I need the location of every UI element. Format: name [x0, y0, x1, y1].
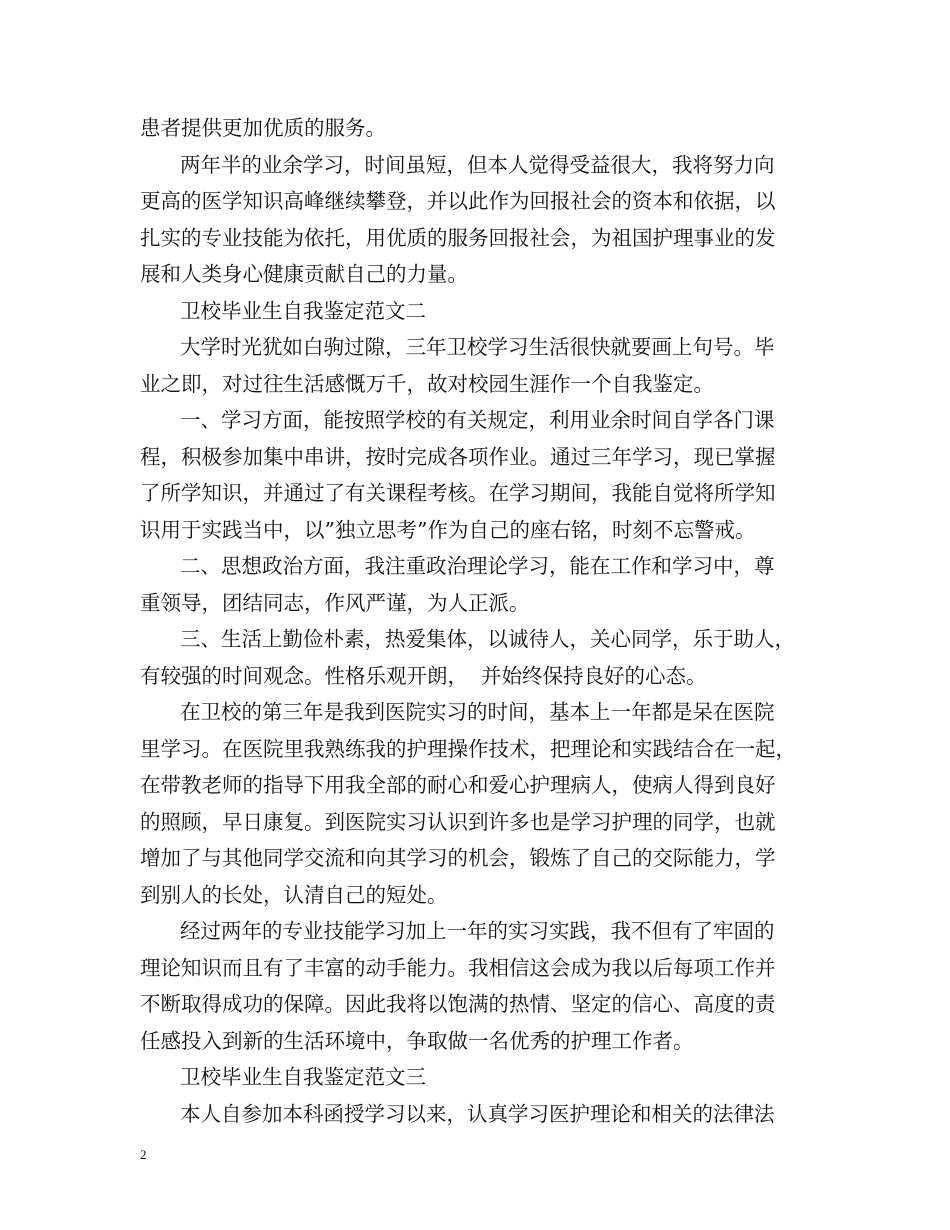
text-line: 大学时光犹如白驹过隙，三年卫校学习生活很快就要画上句号。毕 — [180, 335, 775, 359]
text-line: 展和人类身心健康贡献自己的力量。 — [140, 262, 468, 286]
section-heading: 卫校毕业生自我鉴定范文三 — [180, 1065, 426, 1089]
text-line: 有较强的时间观念。性格乐观开朗， 并始终保持良好的心态。 — [140, 664, 707, 688]
text-line: 二、思想政治方面，我注重政治理论学习，能在工作和学习中，尊 — [180, 554, 775, 578]
text-line: 更高的医学知识高峰继续攀登，并以此作为回报社会的资本和依据，以 — [140, 189, 776, 213]
text-line: 三、生活上勤俭朴素，热爱集体，以诚待人，关心同学，乐于助人， — [180, 627, 795, 651]
text-line: 两年半的业余学习，时间虽短，但本人觉得受益很大，我将努力向 — [180, 153, 775, 177]
text-line: 不断取得成功的保障。因此我将以饱满的热情、坚定的信心、高度的责 — [140, 992, 776, 1016]
text-line: 患者提供更加优质的服务。 — [140, 116, 386, 140]
page-number: 2 — [140, 1147, 147, 1162]
text-line: 本人自参加本科函授学习以来，认真学习医护理论和相关的法律法 — [180, 1102, 775, 1126]
text-line: 业之即，对过往生活感慨万千，故对校园生涯作一个自我鉴定。 — [140, 372, 714, 396]
section-heading: 卫校毕业生自我鉴定范文二 — [180, 299, 426, 323]
text-line: 在带教老师的指导下用我全部的耐心和爱心护理病人，使病人得到良好 — [140, 773, 776, 797]
text-line: 一、学习方面，能按照学校的有关规定，利用业余时间自学各门课 — [180, 408, 775, 432]
text-line: 增加了与其他同学交流和向其学习的机会，锻炼了自己的交际能力，学 — [140, 846, 776, 870]
text-line: 任感投入到新的生活环境中，争取做一名优秀的护理工作者。 — [140, 1029, 694, 1053]
text-line: 程，积极参加集中串讲，按时完成各项作业。通过三年学习，现已掌握 — [140, 445, 776, 469]
text-line: 扎实的专业技能为依托，用优质的服务回报社会，为祖国护理事业的发 — [140, 226, 776, 250]
text-line: 理论知识而且有了丰富的动手能力。我相信这会成为我以后每项工作并 — [140, 956, 776, 980]
text-line: 的照顾，早日康复。到医院实习认识到许多也是学习护理的同学，也就 — [140, 810, 776, 834]
text-line: 里学习。在医院里我熟练我的护理操作技术，把理论和实践结合在一起， — [140, 737, 796, 761]
text-line: 在卫校的第三年是我到医院实习的时间，基本上一年都是呆在医院 — [180, 700, 775, 724]
text-line: 了所学知识，并通过了有关课程考核。在学习期间，我能自觉将所学知 — [140, 481, 776, 505]
text-line: 重领导，团结同志，作风严谨，为人正派。 — [140, 591, 530, 615]
text-line: 经过两年的专业技能学习加上一年的实习实践，我不但有了牢固的 — [180, 919, 775, 943]
text-line: 到别人的长处，认清自己的短处。 — [140, 883, 448, 907]
text-line: 识用于实践当中，以”独立思考”作为自己的座右铭，时刻不忘警戒。 — [140, 518, 756, 542]
